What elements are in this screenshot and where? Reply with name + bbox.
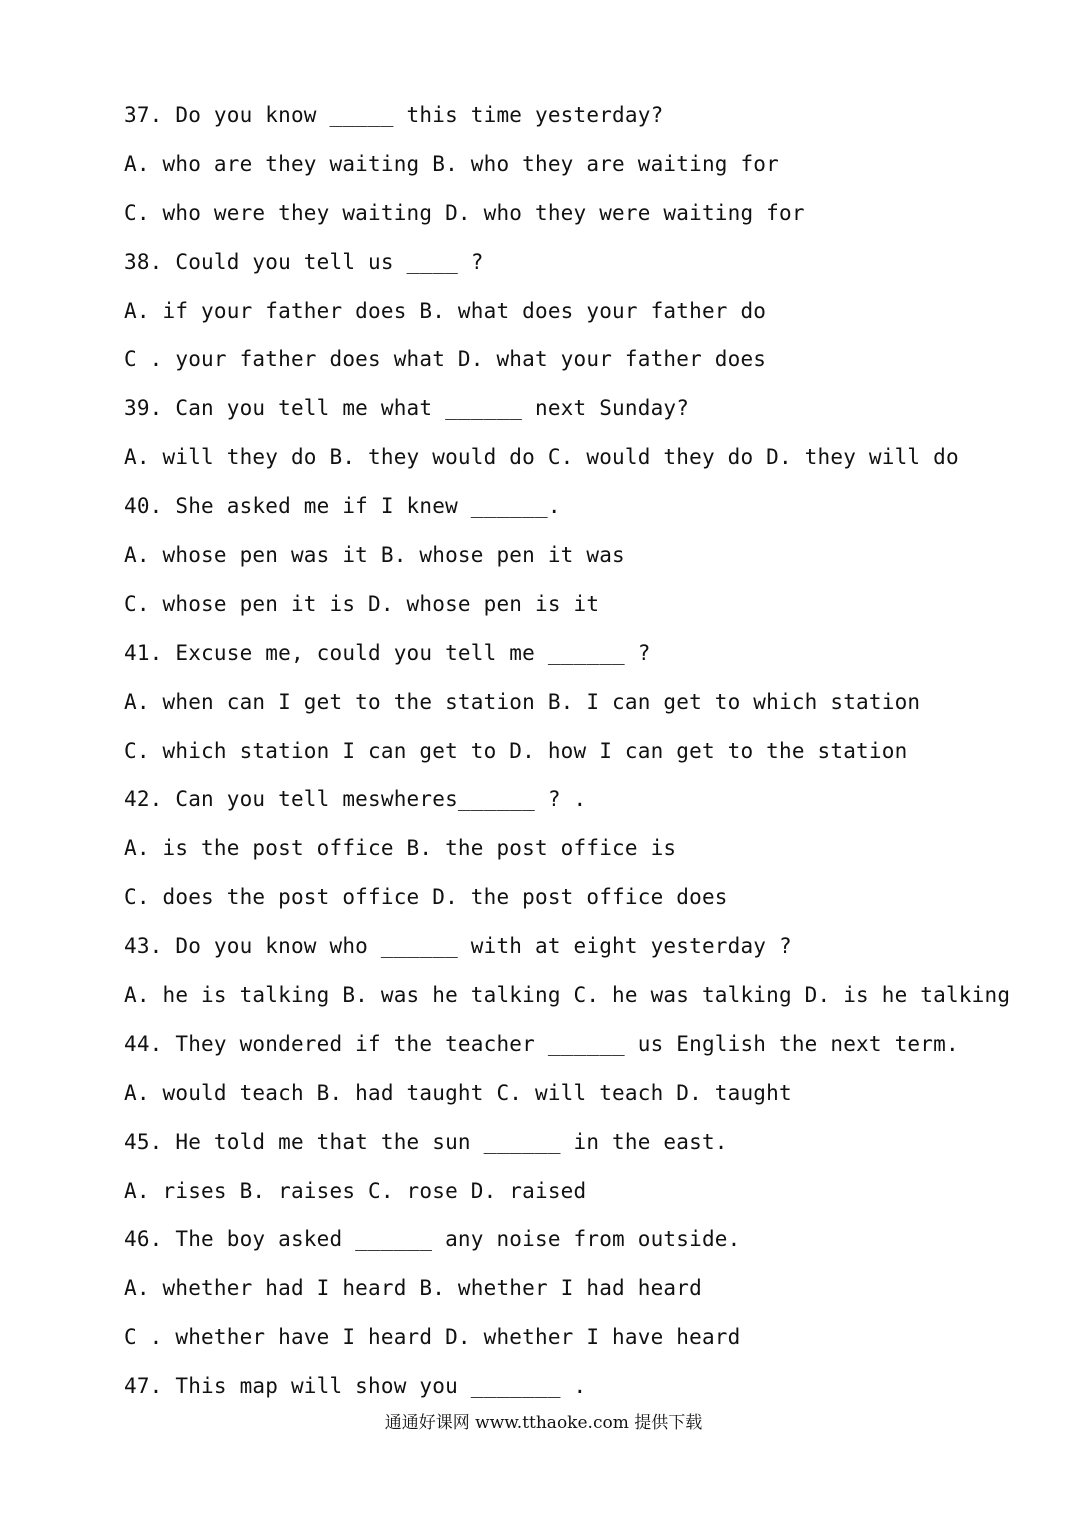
question-43-options: A. he is talking B. was he talking C. he was talking D. is he talking xyxy=(124,983,1011,1008)
question-40: 40. She asked me if I knew ______. xyxy=(124,494,561,519)
question-44-options: A. would teach B. had taught C. will teach D. taught xyxy=(124,1080,792,1105)
question-list xyxy=(124,98,1010,1418)
question-37: 37. Do you know _____ this time yesterday? xyxy=(124,103,664,127)
question-40-options-cd: C. whose pen it is D. whose pen is it xyxy=(124,591,600,616)
question-42: 42. Can you tell meswheres______ ? . xyxy=(124,787,587,812)
question-38-options-ab: A. if your father does B. what does your father do xyxy=(124,298,767,323)
question-45-options: A. rises B. raises C. rose D. raised xyxy=(124,1178,587,1203)
question-37-options-cd: C. who were they waiting D. who they were waiting for xyxy=(124,200,805,225)
question-46-options-cd: C . whether have I heard D. whether I have heard xyxy=(124,1325,741,1350)
question-47: 47. This map will show you _______ . xyxy=(124,1374,587,1399)
question-39-options: A. will they do B. they would do C. would they do D. they will do xyxy=(124,445,959,470)
question-38-options-cd: C . your father does what D. what your father does xyxy=(124,347,767,372)
question-42-options-cd: C. does the post office D. the post office does xyxy=(124,885,728,910)
question-43: 43. Do you know who ______ with at eight yesterday ? xyxy=(124,934,792,959)
question-44: 44. They wondered if the teacher ______ us English the next term. xyxy=(124,1031,959,1056)
question-41-options-cd: C. which station I can get to D. how I can get to the station xyxy=(124,738,908,763)
question-45: 45. He told me that the sun ______ in the east. xyxy=(124,1129,728,1154)
question-46-options-ab: A. whether had I heard B. whether I had heard xyxy=(124,1276,702,1301)
page-footer: 通通好课网 www.tthaoke.com 提供下载 xyxy=(384,1413,703,1433)
question-40-options-ab: A. whose pen was it B. whose pen it was xyxy=(124,543,625,568)
question-41-options-ab: A. when can I get to the station B. I can get to which station xyxy=(124,689,921,714)
question-37-options-ab: A. who are they waiting B. who they are waiting for xyxy=(124,151,779,176)
question-42-options-ab: A. is the post office B. the post office is xyxy=(124,836,677,861)
question-38: 38. Could you tell us ____ ? xyxy=(124,249,484,274)
question-39: 39. Can you tell me what ______ next Sunday? xyxy=(124,396,690,421)
question-41: 41. Excuse me, could you tell me ______ ? xyxy=(124,640,651,665)
question-46: 46. The boy asked ______ any noise from outside. xyxy=(124,1227,741,1252)
